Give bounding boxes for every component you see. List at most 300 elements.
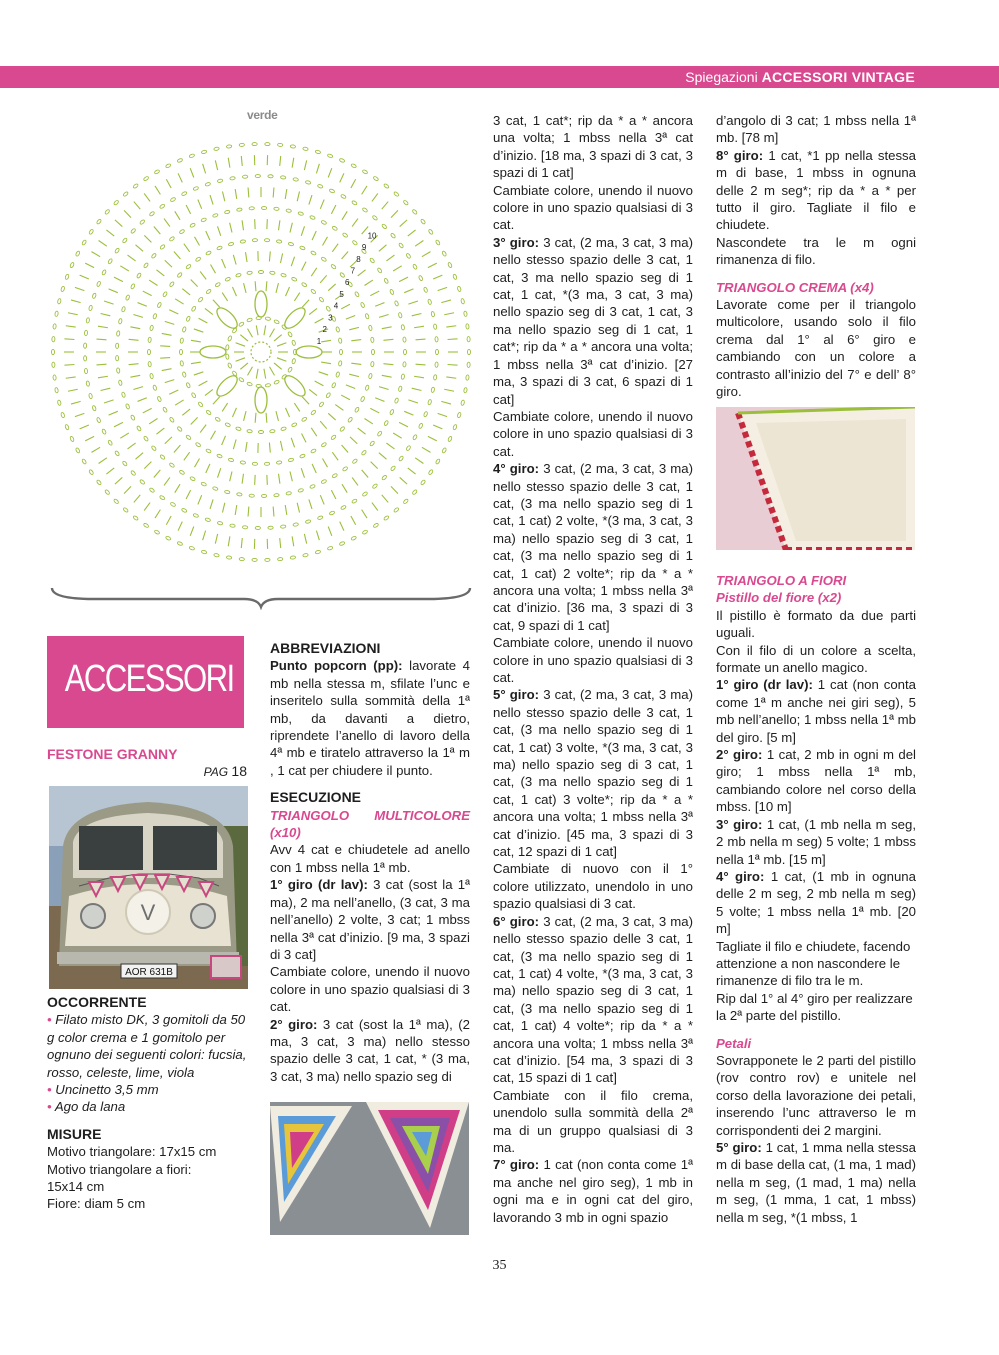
chart-stitch [416, 364, 426, 365]
triangle-flowers-title: TRIANGOLO A FIORI [716, 573, 847, 588]
chart-stitch [97, 364, 107, 365]
chart-stitch [438, 413, 447, 416]
chart-chain [464, 311, 468, 317]
chart-stitch [364, 418, 372, 423]
chart-stitch [393, 433, 402, 438]
chart-stitch [391, 486, 398, 493]
chart-stitch [143, 408, 152, 413]
chart-round-number: 9 [361, 243, 367, 253]
chart-stitch [222, 503, 224, 513]
chart-chain [423, 411, 428, 417]
chart-chain [65, 274, 70, 280]
chart-stitch [304, 534, 306, 544]
chart-chain [329, 189, 335, 194]
chart-stitch [399, 277, 408, 282]
chart-stitch [433, 425, 442, 429]
chart-chain [340, 349, 343, 354]
chart-chain [157, 396, 162, 402]
chart-stitch [274, 363, 282, 369]
chart-stitch [379, 245, 387, 251]
chart-chain [435, 337, 438, 342]
chart-stitch [264, 369, 266, 379]
chart-chain [301, 417, 307, 422]
chart-stitch [160, 346, 170, 347]
chart-chain [198, 401, 204, 407]
chart-chain [52, 362, 55, 367]
chart-stitch [349, 374, 359, 376]
chart-chain [394, 300, 399, 306]
chart-stitch [175, 484, 180, 493]
chart-chain [239, 557, 244, 560]
chart-stitch [217, 468, 220, 477]
chart-chain [133, 183, 139, 189]
chart-chain [206, 289, 212, 295]
chart-round-number: 4 [333, 301, 339, 311]
chart-chain [292, 358, 296, 364]
chart-stitch [124, 486, 131, 493]
chart-stitch [286, 287, 290, 296]
chart-chain [393, 191, 399, 197]
chart-chain [84, 368, 88, 373]
multicolor-triangles-photo [270, 1102, 469, 1235]
chart-stitch [328, 527, 332, 536]
chart-chain [448, 436, 453, 442]
instructions-column-4a [716, 112, 916, 401]
chart-chain [130, 415, 135, 421]
chart-stitch [350, 437, 357, 444]
chart-chain [299, 454, 305, 459]
chart-chain [125, 403, 130, 409]
instructions-column-3 [493, 112, 693, 1226]
chart-stitch [175, 299, 184, 304]
chart-stitch [199, 381, 208, 386]
chart-stitch [266, 281, 267, 291]
chart-stitch [191, 279, 198, 286]
chart-chain [327, 154, 333, 159]
chart-stitch [80, 275, 89, 279]
chart-stitch [362, 510, 367, 518]
chart-stitch [246, 252, 248, 262]
chart-chain [224, 210, 230, 214]
chart-chain [96, 281, 101, 287]
chart-stitch [285, 189, 287, 199]
chart-chain [276, 240, 282, 244]
chart-stitch [362, 186, 367, 194]
chart-stitch [311, 428, 317, 436]
chart-stitch [71, 300, 81, 303]
chart-chain [240, 240, 246, 244]
round-2-continued: 3 cat, 1 cat*; rip da * a * ancora una volta; 1 mbss nella 3ª cat d’inizio. [18 ma, 3 spazi di 3 cat, 3 spazi di 1 cat] [493, 113, 693, 181]
chart-stitch [269, 443, 270, 453]
chart-stitch [66, 326, 76, 327]
chart-stitch [438, 287, 447, 290]
page-reference: PAG 18 [203, 763, 247, 780]
chart-stitch [165, 321, 175, 324]
chart-chain [339, 272, 345, 278]
chart-stitch [428, 436, 437, 441]
chart-stitch [164, 477, 170, 485]
chart-chain [303, 553, 309, 557]
chart-stitch [302, 397, 309, 404]
svg-text:V: V [140, 900, 156, 925]
cut-yarn-text: Tagliate il filo e chiudete, facendo attenzione a non nascondere le rimanenze di filo tra le m. [716, 938, 911, 989]
chart-chain [169, 462, 175, 468]
chart-chain [326, 306, 331, 312]
chart-stitch [422, 447, 431, 452]
chart-stitch [349, 327, 359, 329]
chart-stitch [244, 411, 246, 421]
chart-chain [148, 361, 152, 366]
chart-stitch [264, 325, 266, 335]
chart-chain [89, 469, 94, 475]
chart-stitch [144, 193, 150, 201]
flower-round-2: 2° giro: 1 cat, 2 mb in ogni m del giro; 1 mbss nella 1ª mb, cambiando colore nel corso della mbss. [10 m] [716, 747, 916, 815]
chart-chain [88, 305, 92, 311]
chart-chain [237, 492, 243, 496]
chart-chain [236, 427, 242, 431]
chart-stitch [446, 326, 456, 327]
chart-stitch [198, 495, 202, 504]
chart-chain [143, 176, 149, 181]
chart-stitch [241, 538, 242, 548]
chart-chain [398, 386, 402, 392]
chart-stitch [232, 408, 236, 417]
chart-chain [181, 191, 187, 196]
chart-stitch [106, 468, 114, 474]
chart-chain [70, 262, 75, 268]
chart-stitch [294, 403, 299, 411]
chart-stitch [352, 219, 358, 227]
chart-chain [57, 400, 61, 406]
chart-chain [372, 349, 375, 354]
header-title: Spiegazioni ACCESSORI VINTAGE [685, 69, 915, 85]
chart-stitch [194, 329, 203, 332]
chart-stitch [138, 303, 147, 307]
chart-chain [381, 475, 387, 481]
chart-chain [467, 337, 470, 342]
chart-chain [96, 219, 102, 225]
chart-stitch [280, 538, 281, 548]
chart-chain [165, 536, 171, 541]
chart-stitch [351, 363, 361, 364]
chart-chain [339, 158, 345, 163]
change-color-text: Cambiate colore, unendo il nuovo colore in uno spazio qualsiasi di 3 cat. [493, 182, 693, 233]
chart-chain [122, 461, 128, 467]
chart-chain [143, 436, 149, 442]
change-color-text: Cambiate colore, unendo il nuovo colore in uno spazio qualsiasi di 3 cat. [493, 635, 693, 685]
size-line: Motivo triangolare a fiori: [47, 1161, 192, 1177]
chart-stitch [371, 462, 378, 469]
chart-chain [431, 387, 435, 393]
chart-chain [102, 269, 107, 275]
chart-stitch [309, 195, 312, 205]
chart-chain [189, 546, 195, 551]
chart-chain [190, 476, 196, 481]
chart-stitch [269, 251, 270, 261]
chart-round-number: 6 [345, 278, 350, 288]
chart-stitch [428, 263, 437, 268]
chart-stitch [399, 422, 408, 427]
chart-chain [206, 448, 212, 453]
chart-stitch [320, 421, 327, 429]
chart-chain [193, 186, 199, 191]
chart-chain [143, 262, 149, 268]
chart-stitch [115, 220, 122, 227]
chart-chain [55, 387, 59, 393]
chart-chain [61, 412, 65, 418]
chart-chain [249, 207, 254, 210]
chart-chain [369, 441, 375, 447]
chart-chain [242, 526, 247, 529]
chart-stitch [302, 433, 306, 442]
chart-chain [265, 317, 271, 321]
chart-chain [225, 345, 229, 351]
chart-chain [212, 486, 218, 490]
chart-stitch [255, 281, 256, 291]
chart-stitch [64, 364, 74, 365]
chart-chain [390, 465, 396, 471]
abbreviations-section [270, 640, 470, 1085]
chart-chain [461, 298, 465, 304]
crochet-chart [48, 120, 474, 610]
chart-chain [310, 410, 316, 416]
chart-stitch [210, 499, 213, 509]
flower-round-1: 1° giro (dr lav): 1 cat (non conta come 1ª m anche nei giri seg), 5 mb nell’anello; 1 mbss nella 1ª mb del giro. [5 m] [716, 677, 917, 745]
chart-stitch [136, 453, 144, 459]
chart-chain [125, 295, 130, 301]
chart-chain [371, 361, 375, 366]
chart-stitch [235, 505, 237, 515]
chart-chain [373, 523, 379, 528]
chart-stitch [175, 211, 180, 220]
chart-chain [180, 349, 183, 354]
chart-stitch [165, 260, 172, 267]
pistil-text: Il pistillo è formato da due parti uguali. [716, 607, 916, 641]
chart-chain [53, 324, 57, 330]
chart-stitch [154, 470, 160, 478]
chart-chain [342, 232, 348, 237]
chart-stitch [68, 313, 78, 315]
chart-chain [332, 473, 338, 478]
chart-chain [362, 491, 368, 496]
chart-chain [336, 327, 340, 333]
chart-chain [151, 445, 157, 451]
chart-chain [136, 273, 141, 279]
chart-chain [277, 143, 282, 146]
supply-item: • Filato misto DK, 3 gomitoli da 50 g color crema e 1 gomitolo per ognuno dei seguenti colori: fucsia, rosso, celeste, lime, viola [47, 1012, 247, 1080]
round-4: 4° giro: 3 cat, (2 ma, 3 cat, 3 ma) nello stesso spazio delle 3 cat, 1 cat, (3 ma nello spazio seg di 1 cat, 1 cat) 2 volte, *(3 ma, 3 cat, 3 ma) nello spazio seg di 3 cat, 1 cat, (3 ma nello spazio seg di 1 cat, 1 cat) 2 volte*; rip da * a * ancora una volta; 1 mbss nella 3ª cat d’inizio. [36 ma, 3 spazi di 3 cat, 9 spazi di 1 cat] [493, 461, 694, 633]
chart-chain [116, 331, 120, 337]
chart-stitch [320, 495, 324, 504]
chart-stitch [184, 452, 190, 460]
chart-chain [293, 177, 299, 181]
chart-chain [339, 426, 345, 432]
size-line: 15x14 cm [47, 1179, 105, 1195]
chart-stitch [134, 495, 140, 503]
chart-stitch [165, 437, 172, 444]
chart-stitch [340, 522, 344, 531]
chart-chain [338, 361, 342, 367]
chart-stitch [280, 156, 281, 166]
chart-stitch [321, 340, 331, 342]
chart-chain [118, 318, 122, 324]
chart-chain [258, 271, 263, 274]
chart-chain [160, 454, 166, 460]
chart-chain [403, 200, 409, 206]
chart-chain [236, 273, 242, 277]
chart-stitch [162, 369, 172, 371]
chart-chain [281, 374, 287, 380]
chart-stitch [71, 401, 81, 404]
chart-chain [403, 337, 406, 342]
chart-stitch [286, 408, 290, 417]
chart-stitch [382, 202, 388, 210]
chart-stitch [358, 428, 366, 434]
chart-stitch [230, 472, 232, 482]
chart-stitch [92, 447, 101, 452]
chart-stitch [203, 531, 206, 541]
flower-round-5: 5° giro: 1 cat, 1 mma nella stessa m di base della cat, (1 ma, 1 mad) nella m seg, (1 mad, 1 ma) nella m seg, (1 mma, 1 cat, 1 mbss) nella m seg, *(1 mbss, 1 [716, 1140, 916, 1225]
chart-chain [154, 530, 160, 535]
chart-stitch [416, 339, 426, 340]
chart-chain [186, 382, 191, 388]
chart-stitch [101, 388, 111, 390]
chart-chain [92, 405, 97, 411]
chart-stitch [444, 389, 454, 391]
chart-chain [270, 429, 276, 433]
chart-chain [201, 550, 207, 554]
chart-chain [153, 385, 158, 391]
chart-stitch [174, 445, 181, 453]
chart-chain [412, 209, 418, 215]
chart-stitch [156, 270, 164, 276]
chart-stitch [199, 318, 208, 323]
chart-stitch [240, 335, 248, 341]
chart-chain [464, 387, 468, 393]
chart-stitch [120, 433, 129, 438]
chart-chain [305, 519, 311, 523]
chart-chain [55, 311, 59, 317]
chart-chain [195, 257, 201, 262]
chart-stitch [328, 168, 332, 177]
chart-chain [406, 445, 411, 451]
chart-stitch [358, 270, 366, 276]
chart-chain [468, 349, 471, 354]
chart-chain [398, 243, 404, 249]
change-color-text: Cambiate con il filo crema, unendolo sulla sommità della 2ª ma di un gruppo qualsiasi di 3 ma. [493, 1087, 693, 1155]
chart-stitch [129, 364, 139, 365]
chart-chain [193, 513, 199, 518]
chart-popcorn [282, 373, 309, 400]
chart-chain [298, 488, 304, 492]
chart-stitch [400, 477, 407, 484]
chart-chain [291, 277, 297, 282]
chart-stitch [448, 364, 458, 365]
chart-chain [177, 541, 183, 546]
chart-chain [377, 431, 382, 437]
chart-chain [247, 382, 253, 387]
chart-chain [317, 184, 323, 189]
chart-chain [227, 335, 232, 341]
chart-chain [89, 229, 94, 235]
chart-chain [65, 424, 70, 430]
chart-stitch [109, 411, 118, 415]
chart-chain [321, 442, 327, 447]
chart-chain [256, 316, 261, 319]
chart-stitch [297, 503, 299, 513]
chart-stitch [279, 474, 280, 484]
chart-chain [317, 515, 323, 520]
chart-chain [217, 179, 223, 183]
chart-stitch [379, 387, 389, 390]
chart-stitch [301, 226, 304, 235]
chart-stitch [101, 313, 111, 315]
chart-stitch [304, 160, 306, 170]
chart-stitch [213, 300, 220, 307]
chart-chain [372, 483, 378, 489]
chart-chain [242, 175, 247, 178]
chart-chain [180, 361, 184, 367]
flower-round-3: 3° giro: 1 cat, (1 mb nella m seg, 2 mb nella m seg) 5 volte; 1 mbss nella 1ª mb. [15 m] [716, 816, 916, 867]
chart-stitch [321, 362, 331, 364]
chart-popcorn [200, 346, 226, 358]
magic-ring-text: Con il filo di un colore a scelta, formate un anello magico. [716, 642, 916, 676]
chart-stitch [277, 343, 286, 346]
chart-chain [177, 272, 183, 278]
chart-chain [354, 291, 359, 297]
chart-stitch [393, 266, 402, 271]
chart-stitch [195, 237, 200, 246]
chart-stitch [68, 389, 78, 391]
chart-chain [423, 287, 428, 293]
chart-stitch [335, 405, 343, 411]
chart-chain [237, 208, 243, 212]
chart-stitch [444, 313, 454, 315]
chart-chain [321, 479, 327, 484]
chart-stitch [412, 388, 422, 390]
chart-stitch [309, 308, 317, 314]
chart-chain [215, 282, 221, 287]
chart-stitch [205, 308, 213, 314]
chart-chain [212, 213, 218, 217]
chart-chain [274, 380, 280, 385]
chart-chain [225, 277, 231, 282]
chart-stitch [162, 333, 172, 335]
chart-stitch [240, 363, 248, 369]
chart-chain [448, 262, 453, 268]
chart-chain [201, 482, 207, 487]
chart-stitch [206, 464, 210, 473]
chart-stitch [341, 395, 350, 400]
chart-stitch [351, 179, 356, 188]
chart-chain [206, 410, 212, 416]
chart-chain [362, 530, 368, 535]
chart-stitch [379, 453, 387, 459]
chart-chain [136, 425, 141, 431]
chart-stitch [164, 219, 170, 227]
flower-round-4: 4° giro: 1 cat, (1 mb in ognuna delle 2 m seg, 2 mb nella m seg) 5 volte; 1 mbss nella 1ª mb. [20 m] [716, 868, 916, 937]
chart-stitch [370, 408, 379, 413]
chart-chain [264, 239, 269, 242]
triangle-multicolor-title: TRIANGOLO MULTICOLORE (x10) [270, 807, 470, 841]
chart-chain [228, 242, 234, 246]
chart-stitch [332, 244, 338, 252]
chart-chain [255, 174, 260, 177]
chart-stitch [279, 220, 280, 230]
chart-chain [217, 454, 223, 459]
chart-chain [258, 431, 263, 434]
chart-chain [86, 318, 90, 324]
